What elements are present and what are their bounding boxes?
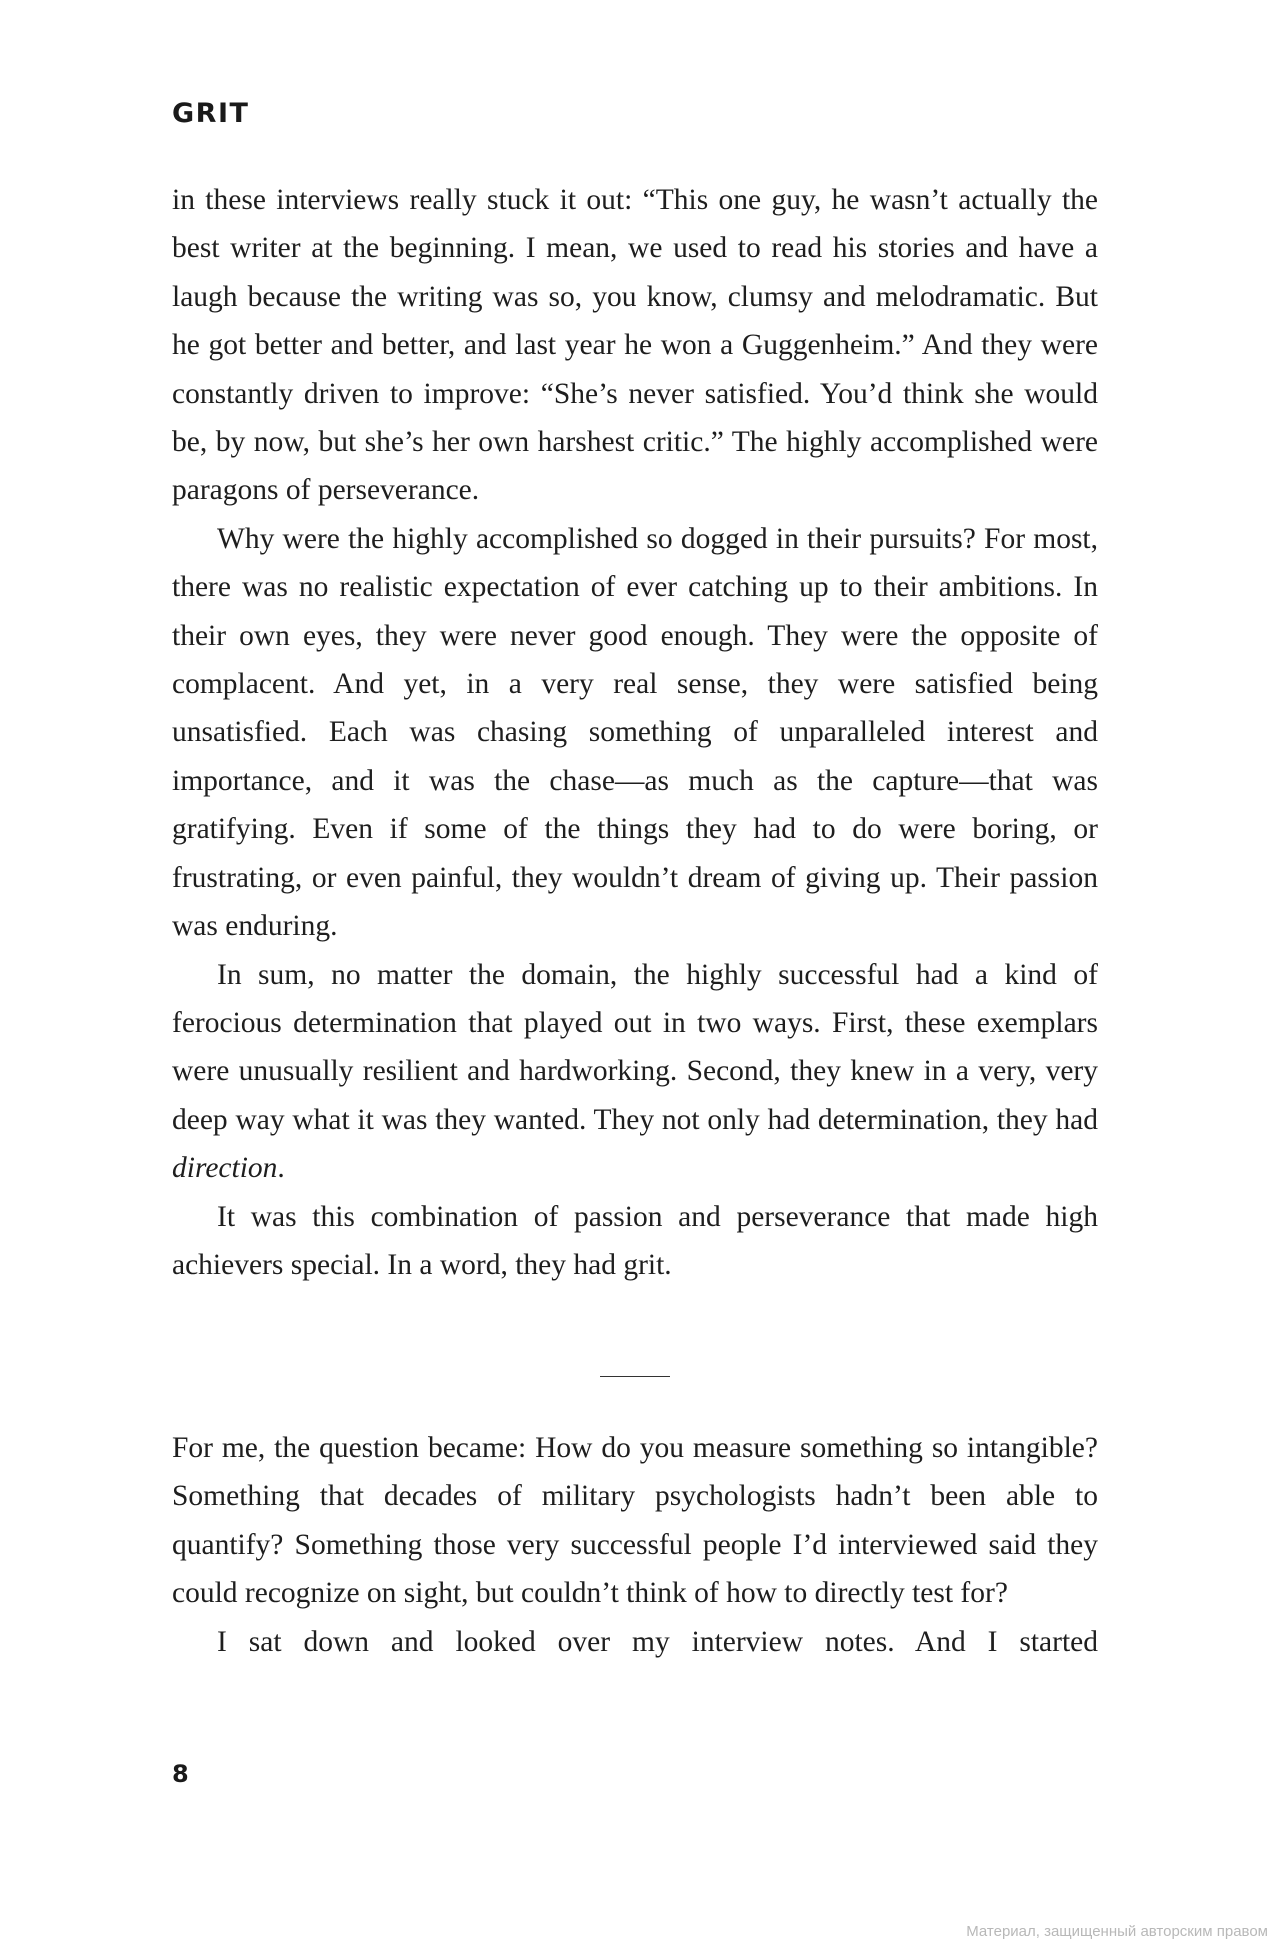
paragraph-3-emphasis: direction <box>172 1152 278 1185</box>
copyright-watermark: Материал, защищенный авторским правом <box>966 1923 1268 1940</box>
paragraph-5: For me, the question became: How do you measure something so intangible? Something that decades of military psychologists hadn’t been able to quantify? Something those very successful people I’d interviewed said they could recognize on sight, but couldn’t think of how to directly test for? <box>172 1432 1098 1610</box>
body-text-section-2 <box>172 1424 1098 1666</box>
paragraph-1: in these interviews really stuck it out: “This one guy, he wasn’t actually the best writer at the beginning. I mean, we used to read his stories and have a laugh because the writing was so, you know, clumsy and melodramatic. But he got better and better, and last year he won a Guggenheim.” And they were constantly driven to improve: “She’s never satisfied. You’d think she would be, by now, but she’s her own harshest critic.” The highly accomplished were paragons of perseverance. <box>172 184 1098 507</box>
section-break-rule <box>600 1376 670 1377</box>
paragraph-3-text: In sum, no matter the domain, the highly successful had a kind of ferocious determination that played out in two ways. First, these exemplars were unusually resilient and hardworking. Second, they knew in a very, very deep way what it was they wanted. They not only had determination, they had <box>172 958 1098 1136</box>
paragraph-3 <box>172 951 1098 1193</box>
running-head: GRIT <box>172 98 250 129</box>
paragraph-4: It was this combination of passion and perseverance that made high achievers special. In a word, they had grit. <box>172 1200 1098 1281</box>
paragraph-2: Why were the highly accomplished so dogged in their pursuits? For most, there was no realistic expectation of ever catching up to their ambitions. In their own eyes, they were never good enough. They were the opposite of complacent. And yet, in a very real sense, they were satisfied being unsatisfied. Each was chasing something of unparalleled interest and importance, and it was the chase—as much as the capture—that was gratifying. Even if some of the things they had to do were boring, or frustrating, or even painful, they wouldn’t dream of giving up. Their passion was enduring. <box>172 522 1098 943</box>
paragraph-6: I sat down and looked over my interview notes. And I started <box>217 1625 1098 1658</box>
paragraph-3-end: . <box>277 1152 285 1185</box>
body-text-section-1 <box>172 176 1098 1289</box>
page-number: 8 <box>172 1760 189 1788</box>
